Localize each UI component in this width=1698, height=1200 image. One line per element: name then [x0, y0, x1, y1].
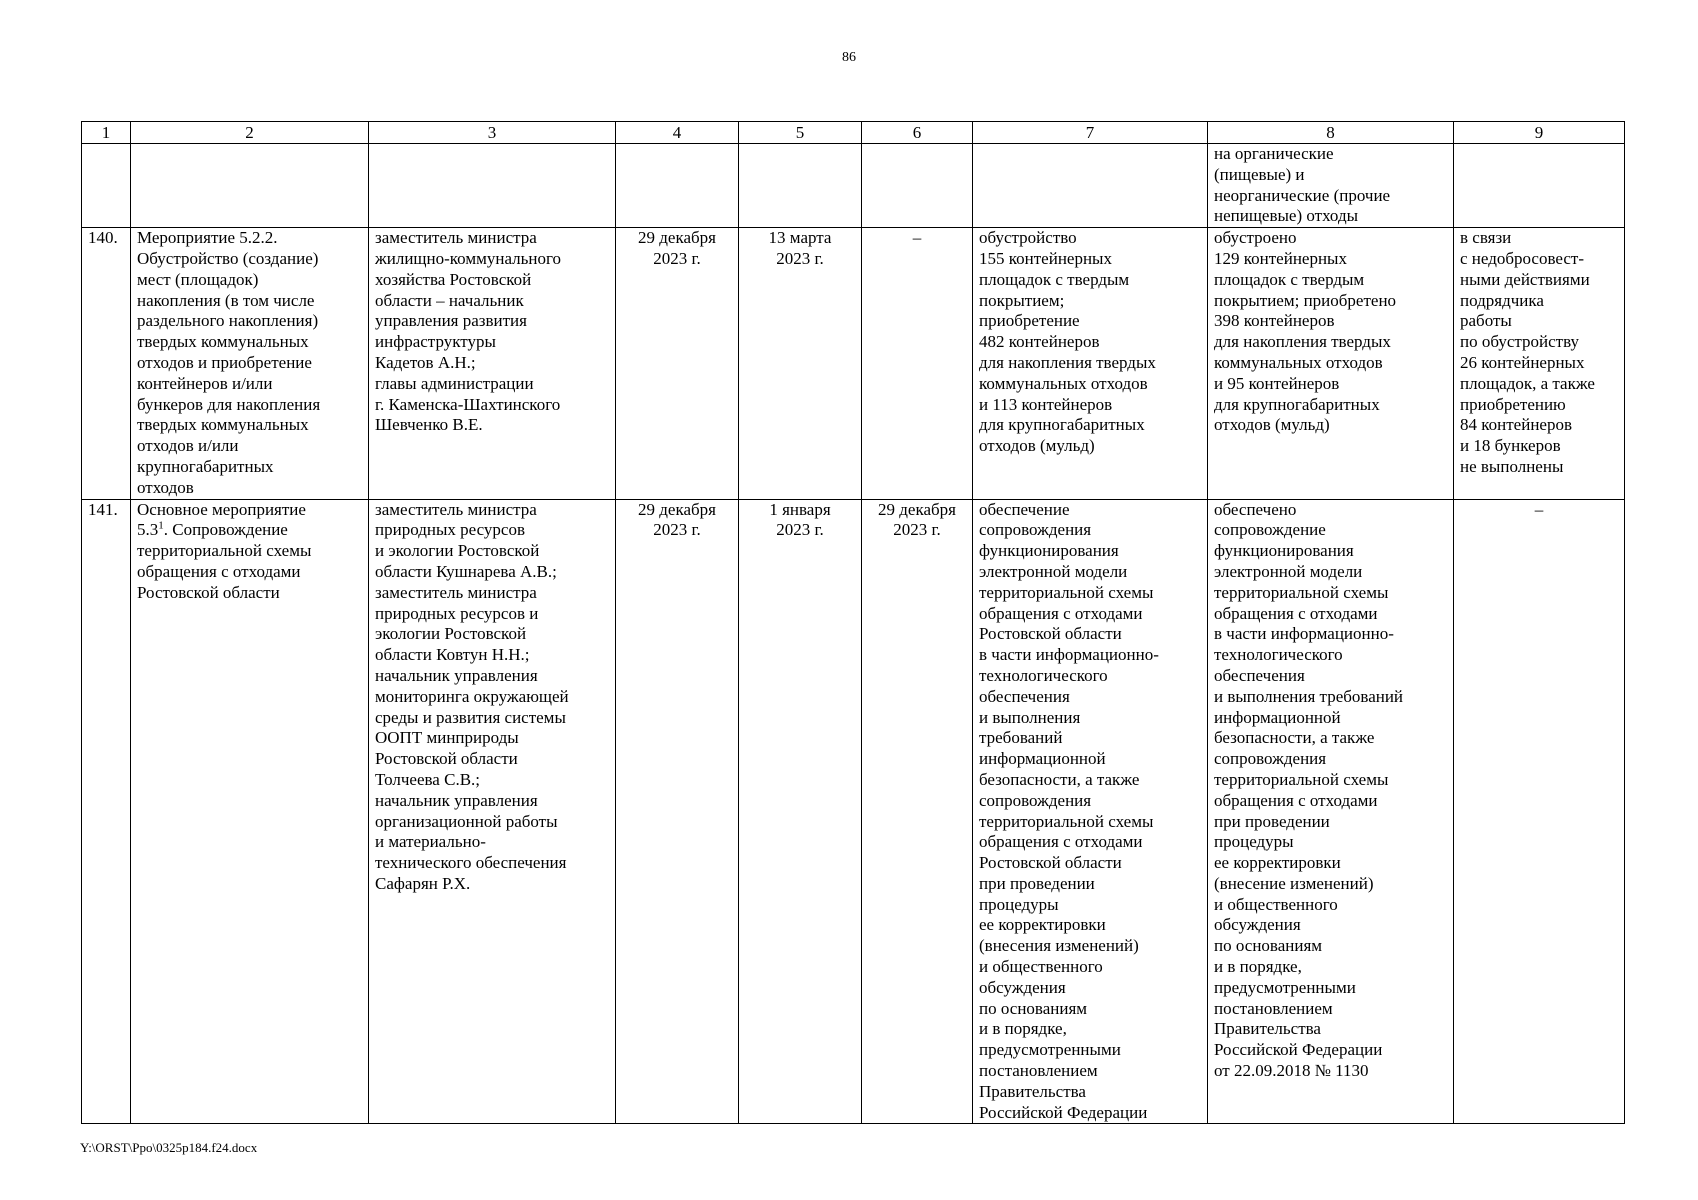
- cell-planned-date: 29 декабря 2023 г.: [616, 228, 739, 499]
- cell-reasons: –: [1454, 499, 1625, 1124]
- cell-number: 141.: [82, 499, 131, 1124]
- table-row-continuation: [82, 144, 1625, 228]
- cell-start-date: 1 января 2023 г.: [739, 499, 862, 1124]
- cell-reasons: в связи с недобросовест- ными действиями подрядчика работы по обустройству 26 контейнерных площадок, а также приобретению 84 контейнеров и 18 бункеров не выполнены: [1454, 228, 1625, 499]
- header-cell: 5: [739, 122, 862, 144]
- cell-planned-date: [616, 144, 739, 228]
- cell-number: [82, 144, 131, 228]
- cell-activity: [131, 499, 369, 1124]
- cell-actual-result: на органические (пищевые) и неорганические (прочие непищевые) отходы: [1208, 144, 1454, 228]
- header-cell: 9: [1454, 122, 1625, 144]
- cell-planned-date: 29 декабря 2023 г.: [616, 499, 739, 1124]
- cell-actual-result: обеспечено сопровождение функционирования электронной модели территориальной схемы обращения с отходами в части информационно- технологического обеспечения и выполнения требований информационной безопасности, а также сопровождения территориальной схемы обращения с отходами при проведении процедуры ее корректировки (внесение изменений) и общественного обсуждения по основаниям и в порядке, предусмотренными постановлением Правительства Российской Федерации от 22.09.2018 № 1130: [1208, 499, 1454, 1124]
- table-row-141: [82, 499, 1625, 1124]
- cell-expected-result: [973, 144, 1208, 228]
- activity-text-end: . Сопровождение территориальной схемы обращения с отходами Ростовской области: [137, 520, 312, 602]
- cell-end-date: –: [862, 228, 973, 499]
- header-cell: 1: [82, 122, 131, 144]
- header-cell: 2: [131, 122, 369, 144]
- cell-number: 140.: [82, 228, 131, 499]
- cell-activity: [131, 144, 369, 228]
- page-number: 86: [842, 50, 856, 65]
- table-header-row: [82, 122, 1625, 144]
- header-cell: 4: [616, 122, 739, 144]
- cell-start-date: 13 марта 2023 г.: [739, 228, 862, 499]
- cell-expected-result: обеспечение сопровождения функционирования электронной модели территориальной схемы обращения с отходами Ростовской области в части информационно- технологического обеспечения и выполнения требований информационной безопасности, а также сопровождения территориальной схемы обращения с отходами Ростовской области при проведении процедуры ее корректировки (внесения изменений) и общественного обсуждения по основаниям и в порядке, предусмотренными постановлением Правительства Российской Федерации: [973, 499, 1208, 1124]
- cell-responsible: заместитель министра природных ресурсов и экологии Ростовской области Кушнарева А.В.; заместитель министра природных ресурсов и экологии Ростовской области Ковтун Н.Н.; начальник управления мониторинга окружающей среды и развития системы ООПТ минприроды Ростовской области Толчеева С.В.; начальник управления организационной работы и материально- технического обеспечения Сафарян Р.Х.: [369, 499, 616, 1124]
- superscript-mark: 1: [158, 519, 164, 532]
- cell-end-date: [862, 144, 973, 228]
- cell-activity: Мероприятие 5.2.2. Обустройство (создание) мест (площадок) накопления (в том числе раздельного накопления) твердых коммунальных отходов и приобретение контейнеров и/или бункеров для накопления твердых коммунальных отходов и/или крупногабаритных отходов: [131, 228, 369, 499]
- cell-responsible: [369, 144, 616, 228]
- header-cell: 6: [862, 122, 973, 144]
- cell-actual-result: обустроено 129 контейнерных площадок с твердым покрытием; приобретено 398 контейнеров для накопления твердых коммунальных отходов и 95 контейнеров для крупногабаритных отходов (мульд): [1208, 228, 1454, 499]
- activity-text-start: Основное мероприятие 5.3: [137, 499, 306, 540]
- cell-reasons: [1454, 144, 1625, 228]
- header-cell: 8: [1208, 122, 1454, 144]
- cell-responsible: заместитель министра жилищно-коммунального хозяйства Ростовской области – начальник управления развития инфраструктуры Кадетов А.Н.; главы администрации г. Каменска-Шахтинского Шевченко В.Е.: [369, 228, 616, 499]
- header-cell: 3: [369, 122, 616, 144]
- document-file-path: Y:\ORST\Ppo\0325p184.f24.docx: [80, 1140, 258, 1155]
- report-table: [81, 121, 1625, 1124]
- header-cell: 7: [973, 122, 1208, 144]
- cell-end-date: 29 декабря 2023 г.: [862, 499, 973, 1124]
- cell-expected-result: обустройство 155 контейнерных площадок с твердым покрытием; приобретение 482 контейнеров для накопления твердых коммунальных отходов и 113 контейнеров для крупногабаритных отходов (мульд): [973, 228, 1208, 499]
- cell-start-date: [739, 144, 862, 228]
- table-row-140: [82, 228, 1625, 499]
